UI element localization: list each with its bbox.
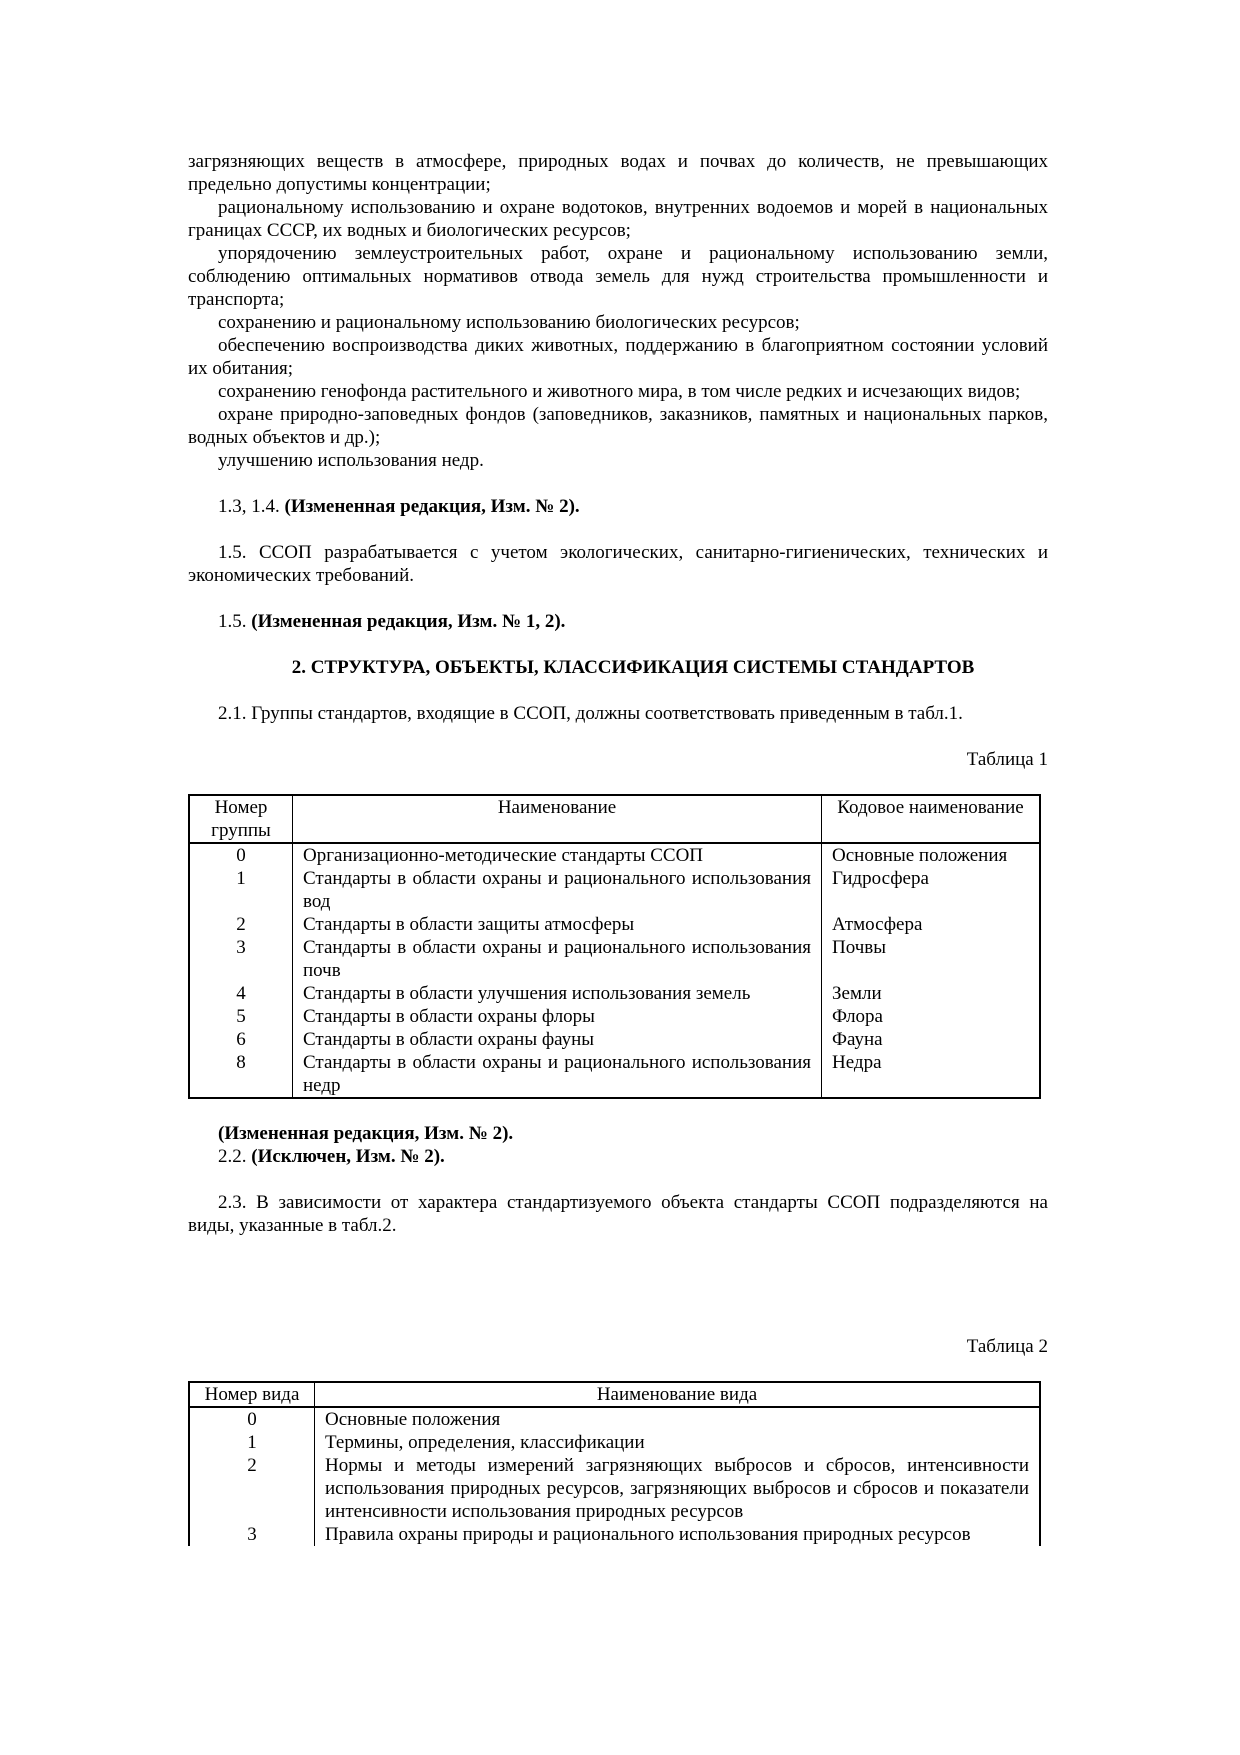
group-name: Стандарты в области охраны и рационального использования вод [293,867,822,913]
group-name: Стандарты в области охраны и рационального использования недр [293,1051,822,1098]
table-row [189,1051,1040,1098]
type-name: Основные положения [325,1409,501,1430]
type-name: Термины, определения, классификации [325,1432,645,1453]
table2-caption: Таблица 2 [966,1336,1048,1357]
table-row [189,913,1040,936]
group-code: Почвы [832,937,887,958]
type-number: 0 [189,1407,315,1431]
group-number: 5 [189,1005,293,1028]
table-row [189,1431,1040,1454]
group-name: Стандарты в области защиты атмосферы [293,913,822,936]
group-number: 8 [189,1051,293,1098]
column-header-type-name: Наименование вида [315,1382,1041,1407]
group-number: 1 [189,867,293,913]
intro-paragraph: улучшению использования недр. [218,450,484,471]
amendment-text: (Измененная редакция, Изм. № 2). [218,1123,514,1144]
intro-paragraph: сохранению и рациональному использованию биологических ресурсов; [218,312,800,333]
intro-paragraph: охране природно-заповедных фондов (заповедников, заказников, памятных и национальных парков, водных объектов и др.); [188,404,1048,448]
group-name: Стандарты в области охраны фауны [293,1028,822,1051]
type-name: Нормы и методы измерений загрязняющих выбросов и сбросов, интенсивности использования природных ресурсов, загрязняющих выбросов и сбросов и показатели интенсивности использования природных ресурсов [325,1455,1029,1522]
clause-2-3: 2.3. В зависимости от характера стандартизуемого объекта стандарты ССОП подразделяются на виды, указанные в табл.2. [188,1192,1048,1236]
table-row [189,1028,1040,1051]
intro-paragraph: обеспечению воспроизводства диких животных, поддержанию в благоприятном состоянии условий их обитания; [188,335,1048,379]
group-name: Организационно-методические стандарты ССОП [293,843,822,867]
table-row [189,1454,1040,1523]
table-groups [188,794,1041,1099]
group-name: Стандарты в области охраны и рационального использования почв [293,936,822,982]
group-code: Фауна [832,1029,883,1050]
group-number: 2 [189,913,293,936]
group-code: Атмосфера [832,914,923,935]
type-number: 3 [189,1523,315,1546]
column-header-type-number: Номер вида [189,1382,315,1407]
table-row [189,1523,1040,1546]
table-row [189,1407,1040,1431]
type-name: Правила охраны природы и рационального использования природных ресурсов [325,1524,971,1545]
group-number: 3 [189,936,293,982]
table-row [189,982,1040,1005]
group-name: Стандарты в области улучшения использования земель [293,982,822,1005]
clause-2-1: 2.1. Группы стандартов, входящие в ССОП, должны соответствовать приведенным в табл.1. [218,703,963,724]
group-number: 4 [189,982,293,1005]
amendment-text: (Измененная редакция, Изм. № 2). [284,496,580,517]
amendment-clause-number: 1.3, 1.4. [218,496,285,517]
document-page [188,150,1048,1546]
intro-paragraph: упорядочению землеустроительных работ, охране и рациональному использованию земли, соблюдению оптимальных нормативов отвода земель для нужд строительства промышленности и транспорта; [188,243,1048,310]
clause-1-5: 1.5. ССОП разрабатывается с учетом экологических, санитарно-гигиенических, технических и экономических требований. [188,542,1048,586]
group-code: Флора [832,1006,883,1027]
table-header-row [189,795,1040,843]
group-code: Основные положения [832,845,1008,866]
amendment-note-1-5 [188,610,1048,633]
clause-number: 2.2. [218,1146,252,1167]
column-header-name: Наименование [293,795,822,843]
intro-paragraph: сохранению генофонда растительного и животного мира, в том числе редких и исчезающих видов; [218,381,1021,402]
clause-2-2 [188,1145,1048,1168]
table-row [189,1005,1040,1028]
amendment-note-1-3 [188,495,1048,518]
amendment-text: (Измененная редакция, Изм. № 1, 2). [251,611,566,632]
table-row [189,867,1040,913]
table-row [189,843,1040,867]
type-number: 1 [189,1431,315,1454]
intro-paragraph: загрязняющих веществ в атмосфере, природных водах и почвах до количеств, не превышающих предельно допустимы концентрации; [188,151,1048,195]
column-header-number: Номер группы [189,795,293,843]
group-code: Земли [832,983,882,1004]
group-code: Недра [832,1052,882,1073]
excluded-note: (Исключен, Изм. № 2). [251,1146,445,1167]
table1-caption: Таблица 1 [966,749,1048,770]
section-heading: 2. СТРУКТУРА, ОБЪЕКТЫ, КЛАССИФИКАЦИЯ СИСТЕМЫ СТАНДАРТОВ [291,657,975,678]
group-number: 0 [189,843,293,867]
table-header-row [189,1382,1040,1407]
table-types [188,1381,1041,1546]
intro-paragraph: рациональному использованию и охране водотоков, внутренних водоемов и морей в национальных границах СССР, их водных и биологических ресурсов; [188,197,1048,241]
amendment-clause-number: 1.5. [218,611,252,632]
amendment-note-table1 [188,1122,1048,1145]
group-number: 6 [189,1028,293,1051]
group-code: Гидросфера [832,868,929,889]
column-header-code: Кодовое наименование [822,795,1041,843]
table-row [189,936,1040,982]
type-number: 2 [189,1454,315,1523]
group-name: Стандарты в области охраны флоры [293,1005,822,1028]
